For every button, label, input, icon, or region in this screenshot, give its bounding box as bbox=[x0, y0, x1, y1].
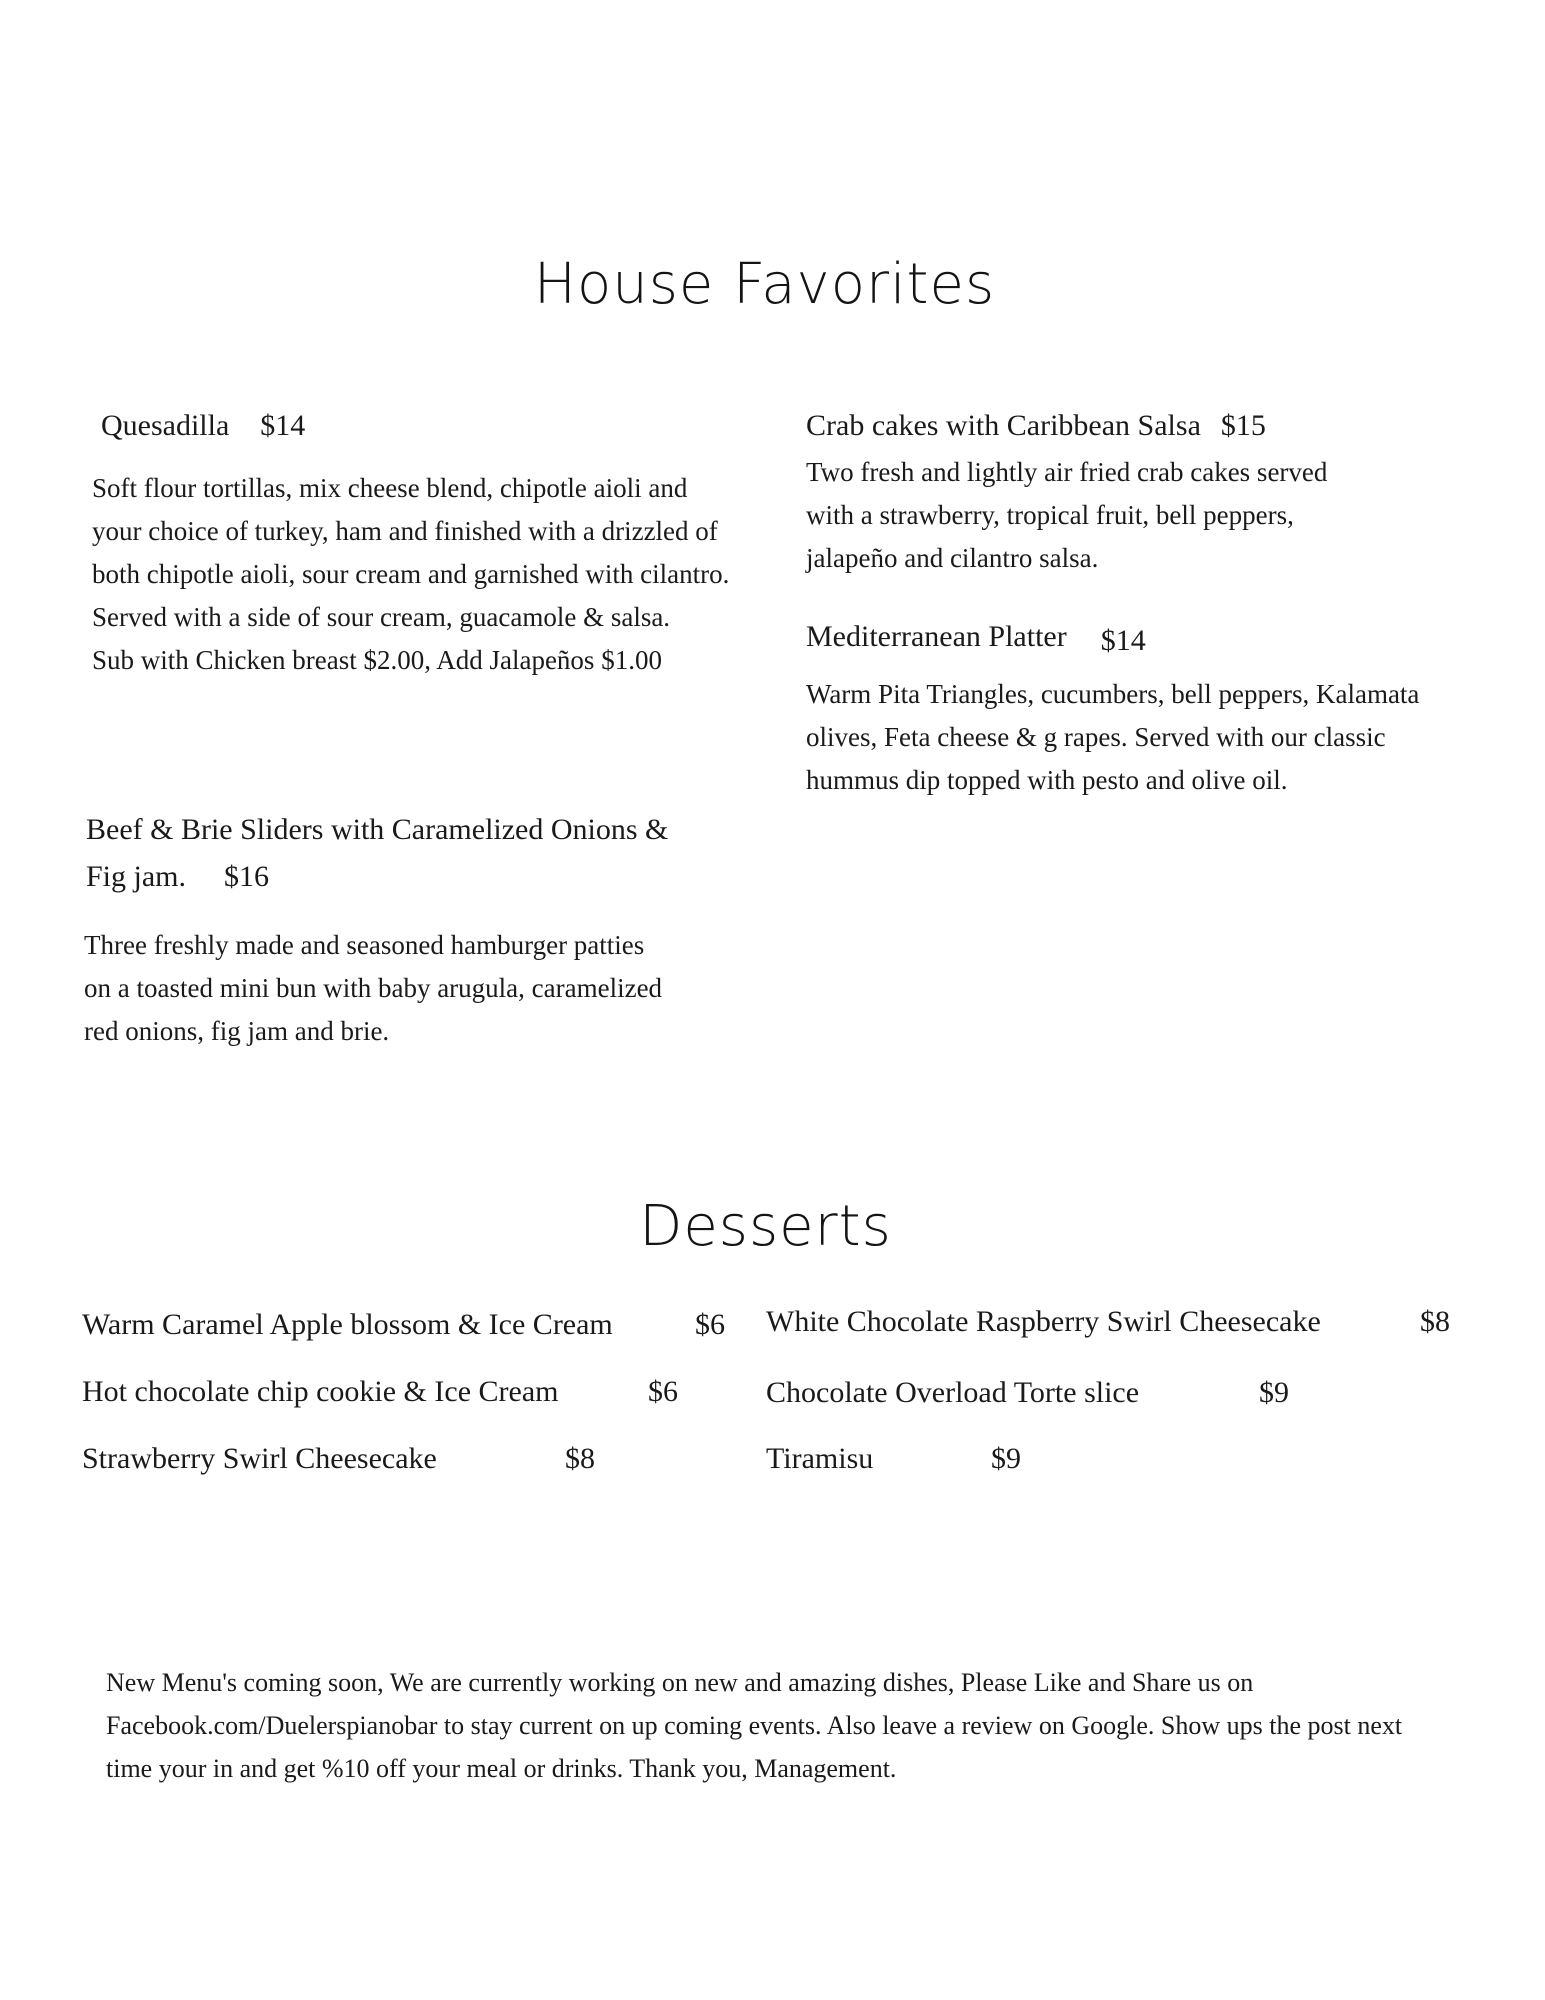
dessert-name: Strawberry Swirl Cheesecake bbox=[82, 1442, 437, 1475]
menu-item-mediterranean-title bbox=[806, 614, 1146, 660]
item-name-line-2: Fig jam. bbox=[86, 860, 187, 893]
item-name: Quesadilla bbox=[101, 409, 230, 442]
dessert-item bbox=[766, 1439, 1466, 1479]
menu-item-sliders-title bbox=[86, 806, 668, 900]
dessert-price: $9 bbox=[991, 1442, 1021, 1475]
item-price: $15 bbox=[1220, 409, 1266, 442]
dessert-name: White Chocolate Raspberry Swirl Cheesecake bbox=[766, 1305, 1321, 1338]
dessert-item bbox=[766, 1302, 1466, 1342]
item-price: $14 bbox=[260, 409, 306, 442]
item-price: $16 bbox=[224, 860, 270, 893]
dessert-name: Chocolate Overload Torte slice bbox=[766, 1376, 1140, 1409]
dessert-name: Tiramisu bbox=[766, 1442, 874, 1475]
menu-item-sliders-description: Three freshly made and seasoned hamburger patties on a toasted mini bun with baby arugula, caramelized red onions, fig jam and brie. bbox=[84, 930, 663, 1046]
dessert-item bbox=[82, 1439, 732, 1479]
item-description: Soft flour tortillas, mix cheese blend, chipotle aioli and your choice of turkey, ham and finished with a drizzled of both chipotle aioli, sour cream and garnished with cilantro. Served with a side of sour cream, guacamole & salsa. bbox=[92, 473, 730, 632]
dessert-name: Hot chocolate chip cookie & Ice Cream bbox=[82, 1375, 559, 1408]
dessert-price: $6 bbox=[648, 1375, 678, 1408]
dessert-item bbox=[82, 1372, 732, 1412]
dessert-item bbox=[766, 1373, 1466, 1413]
dessert-price: $9 bbox=[1259, 1376, 1289, 1409]
dessert-price: $8 bbox=[565, 1442, 595, 1475]
dessert-item bbox=[82, 1305, 732, 1345]
dessert-price: $6 bbox=[695, 1308, 725, 1341]
menu-item-crab-cakes-title bbox=[806, 403, 1266, 449]
menu-item-mediterranean-description: Warm Pita Triangles, cucumbers, bell peppers, Kalamata olives, Feta cheese & g rapes. Served with our classic hummus dip topped with pesto and olive oil. bbox=[806, 679, 1420, 795]
item-name: Mediterranean Platter bbox=[806, 620, 1067, 653]
item-price: $14 bbox=[1100, 624, 1146, 657]
dessert-name: Warm Caramel Apple blossom & Ice Cream bbox=[82, 1308, 613, 1341]
desserts-heading: Desserts bbox=[639, 1194, 892, 1259]
footer-note: New Menu's coming soon, We are currently working on new and amazing dishes, Please Like and Share us on Facebook.com/Duelerspianobar to stay current on up coming events. Also leave a review on Google. Show ups the post next time your in and get %10 off your meal or drinks. Thank you, Management. bbox=[106, 1668, 1403, 1783]
menu-item-quesadilla-title bbox=[101, 403, 305, 449]
item-extras: Sub with Chicken breast $2.00, Add Jalapeños $1.00 bbox=[92, 645, 662, 675]
menu-item-quesadilla-description bbox=[92, 467, 732, 682]
menu-item-crab-cakes-description: Two fresh and lightly air fried crab cakes served with a strawberry, tropical fruit, bell peppers, jalapeño and cilantro salsa. bbox=[806, 457, 1328, 573]
item-name: Crab cakes with Caribbean Salsa bbox=[806, 409, 1201, 442]
house-favorites-heading: House Favorites bbox=[533, 252, 996, 317]
dessert-price: $8 bbox=[1420, 1305, 1450, 1338]
item-name-line-1: Beef & Brie Sliders with Caramelized Onions & bbox=[86, 813, 669, 846]
